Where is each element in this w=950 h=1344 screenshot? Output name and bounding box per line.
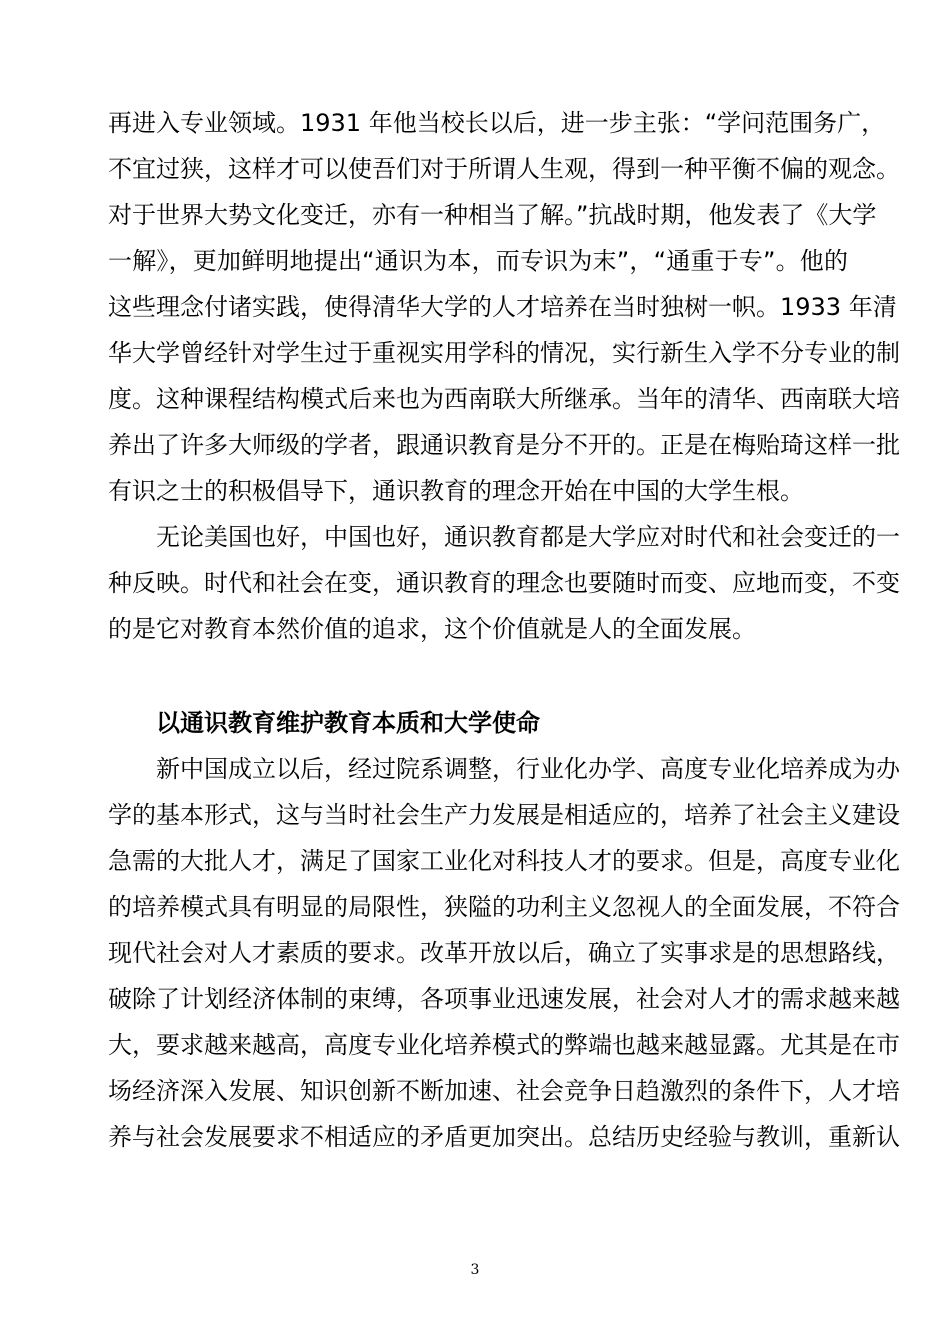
text-line: 一解》，更加鲜明地提出“通识为本，而专识为末”，“通重于专”。他的 [108,247,848,275]
section-heading: 以通识教育维护教育本质和大学使命 [156,709,540,737]
text-line: 养与社会发展要求不相适应的矛盾更加突出。总结历史经验与教训，重新认 [108,1123,900,1151]
text-line: 这些理念付诸实践，使得清华大学的人才培养在当时独树一帜。1933 年清 [108,293,897,321]
text-line: 无论美国也好，中国也好，通识教育都是大学应对时代和社会变迁的一 [156,523,900,551]
body-text-top [108,100,900,652]
text-line: 大，要求越来越高，高度专业化培养模式的弊端也越来越显露。尤其是在市 [108,1031,900,1059]
text-line: 养出了许多大师级的学者，跟通识教育是分不开的。正是在梅贻琦这样一批 [108,431,900,459]
text-line: 的是它对教育本然价值的追求，这个价值就是人的全面发展。 [108,615,756,643]
text-line: 对于世界大势文化变迁，亦有一种相当了解。”抗战时期，他发表了《大学 [108,201,877,229]
text-line: 再进入专业领域。1931 年他当校长以后，进一步主张：“学问范围务广， [108,109,886,137]
page-number: 3 [470,1262,480,1278]
text-line: 场经济深入发展、知识创新不断加速、社会竞争日趋激烈的条件下，人才培 [108,1077,900,1105]
text-line: 学的基本形式，这与当时社会生产力发展是相适应的，培养了社会主义建设 [108,801,900,829]
text-line: 现代社会对人才素质的要求。改革开放以后，确立了实事求是的思想路线， [108,939,900,967]
text-line: 华大学曾经针对学生过于重视实用学科的情况，实行新生入学不分专业的制 [108,339,900,367]
text-line: 的培养模式具有明显的局限性，狭隘的功利主义忽视人的全面发展，不符合 [108,893,900,921]
body-text-section [108,746,900,1160]
text-line: 破除了计划经济体制的束缚，各项事业迅速发展，社会对人才的需求越来越 [108,985,900,1013]
text-line: 新中国成立以后，经过院系调整，行业化办学、高度专业化培养成为办 [156,755,900,783]
text-line: 种反映。时代和社会在变，通识教育的理念也要随时而变、应地而变，不变 [108,569,900,597]
text-line: 不宜过狭，这样才可以使吾们对于所谓人生观，得到一种平衡不偏的观念。 [108,155,900,183]
text-line: 有识之士的积极倡导下，通识教育的理念开始在中国的大学生根。 [108,477,804,505]
text-line: 度。这种课程结构模式后来也为西南联大所继承。当年的清华、西南联大培 [108,385,900,413]
text-line: 急需的大批人才，满足了国家工业化对科技人才的要求。但是，高度专业化 [108,847,900,875]
